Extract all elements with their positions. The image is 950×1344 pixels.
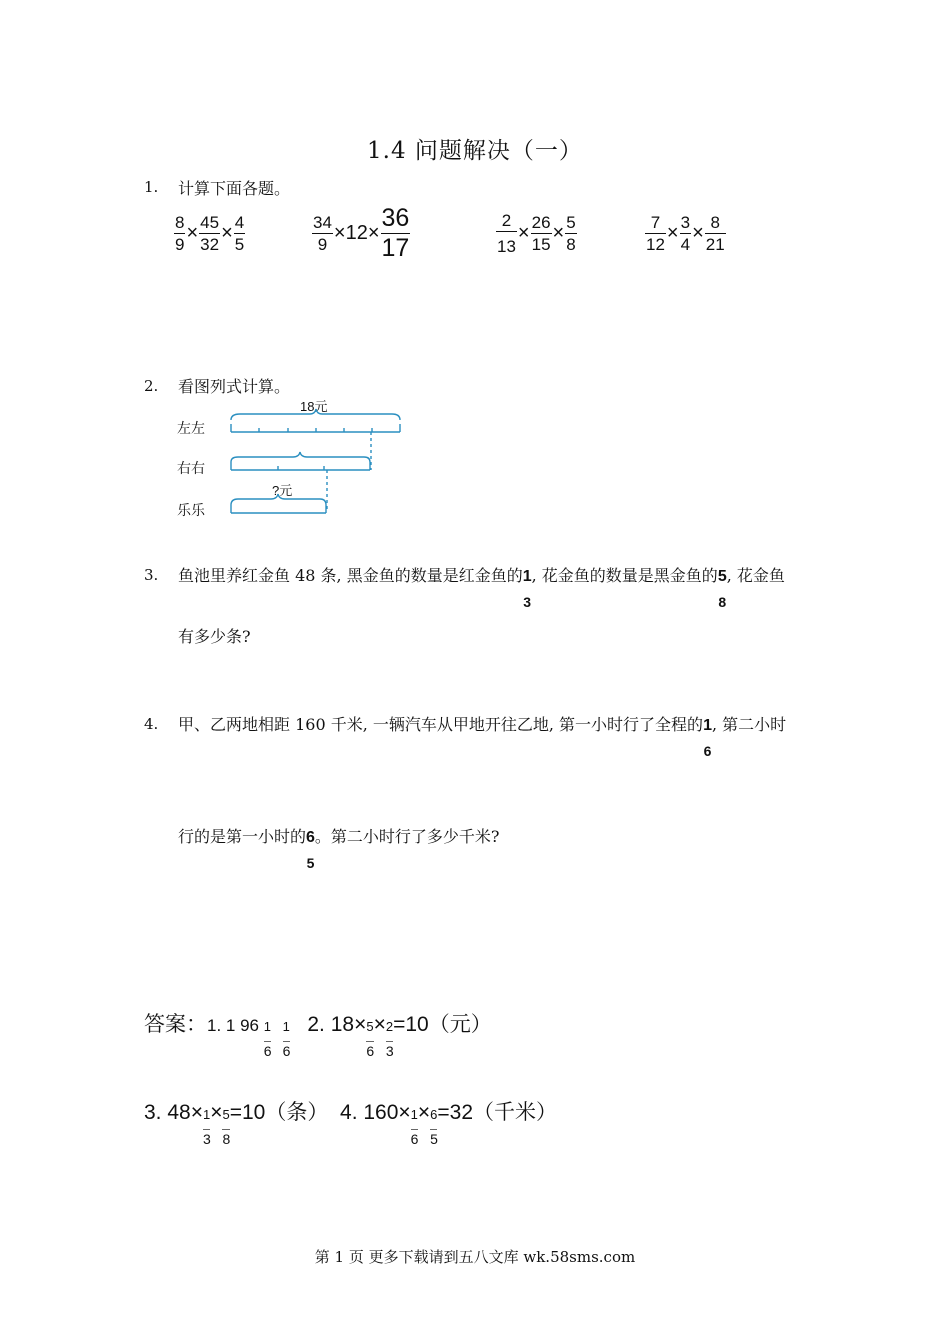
fraction: $\frac{8}{9}$ [175, 213, 185, 254]
fraction: $\frac{36}{17}$ [381, 204, 410, 262]
fraction: $\frac{1}{6}$ [410, 1107, 419, 1147]
brace-top [231, 409, 400, 420]
fraction: $\frac{2}{3}$ [385, 1019, 394, 1059]
fraction: $\frac{34}{9}$ [313, 213, 332, 254]
answer-label: 答案： [144, 1012, 207, 1036]
fraction: $\frac{7}{12}$ [646, 213, 665, 254]
page-footer: 第 1 页 更多下载请到五八文库 wk.58sms.com [314, 1248, 636, 1266]
q3-text-line1: 鱼池里养红金鱼 48 条, 黑金鱼的数量是红金鱼的1 3 , 花金鱼的数量是黑金鱼的5 8 , 花金鱼 [178, 566, 785, 610]
q4-text-line2: 行的是第一小时的6 5 。第二小时行了多少千米? [178, 827, 500, 871]
fraction: $\frac{5}{8}$ [222, 1107, 231, 1147]
diagram-label-lele: 乐乐 [177, 503, 205, 519]
brace-youyou [231, 452, 370, 462]
brace-lele [231, 494, 326, 505]
q1-expr-2: $\frac{34}{9}$ ×12× $\frac{36}{17}$ [313, 204, 410, 262]
diagram-label-youyou: 右右 [177, 461, 205, 477]
fraction: $\frac{1}{6}$ [282, 1019, 291, 1059]
fraction: $\frac{3}{4}$ [680, 213, 691, 254]
diagram-bottom-label: ?元 [272, 483, 293, 498]
fraction: $\frac{8}{21}$ [705, 213, 725, 254]
fraction: $\frac{2}{13}$ [497, 211, 516, 256]
q4-text-line1: 甲、乙两地相距 160 千米, 一辆汽车从甲地开往乙地, 第一小时行了全程的1 6 , 第二小时 [178, 715, 787, 759]
q1-number: 1. [144, 178, 159, 196]
q2-number: 2. [144, 377, 159, 395]
fraction-one-sixth: 1 6 [703, 717, 712, 759]
diagram-label-zuozuo: 左左 [177, 421, 205, 437]
fraction-one-third: 1 3 [522, 568, 532, 610]
fraction: $\frac{6}{5}$ [430, 1107, 438, 1147]
q3-number: 3. [144, 566, 159, 584]
diagram-top-label: 18元 [300, 399, 328, 414]
q1-text: 计算下面各题。 [178, 179, 291, 198]
fraction: $\frac{1}{6}$ [263, 1019, 272, 1059]
fraction: $\frac{5}{8}$ [566, 213, 576, 254]
answer-line-2: 3. $48\times\frac{1}{3}$ $\times\frac{5}{8}$ =10（条） 4. $160\times\frac{1}{6}$ $\times\frac{6}{5}$ =32（千米） [144, 1100, 558, 1147]
fraction: $\frac{1}{3}$ [202, 1107, 211, 1147]
q2-text: 看图列式计算。 [178, 377, 291, 396]
q1-expr-4: $\frac{7}{12}$ × $\frac{3}{4}$ × $\frac{8}{21}$ [646, 213, 725, 254]
fraction: $\frac{5}{6}$ [366, 1019, 375, 1059]
q1-expr-3: $\frac{2}{13}$ × $\frac{26}{15}$ × $\frac{5}{8}$ [497, 211, 576, 256]
fraction: $\frac{45}{32}$ [200, 213, 220, 254]
fraction: $\frac{26}{15}$ [531, 213, 551, 254]
answer-line-1: 答案：1. 1 $96 \frac{1}{6}$ $\frac{1}{6}$ 2. $18\times\frac{5}{6}$ $\times\frac{2}{3}$ =10（元） [144, 1012, 492, 1059]
fraction: $\frac{4}{5}$ [234, 213, 245, 254]
page-title: 1.4 问题解决（一） [367, 138, 583, 164]
q3-text-line2: 有多少条? [178, 627, 251, 646]
fraction-five-eighths: 5 8 [717, 568, 727, 610]
q4-number: 4. [144, 715, 159, 733]
fraction-six-fifths: 6 5 [306, 829, 315, 871]
q1-expr-1: $\frac{8}{9}$ × $\frac{45}{32}$ × $\frac{4}{5}$ [175, 213, 245, 254]
